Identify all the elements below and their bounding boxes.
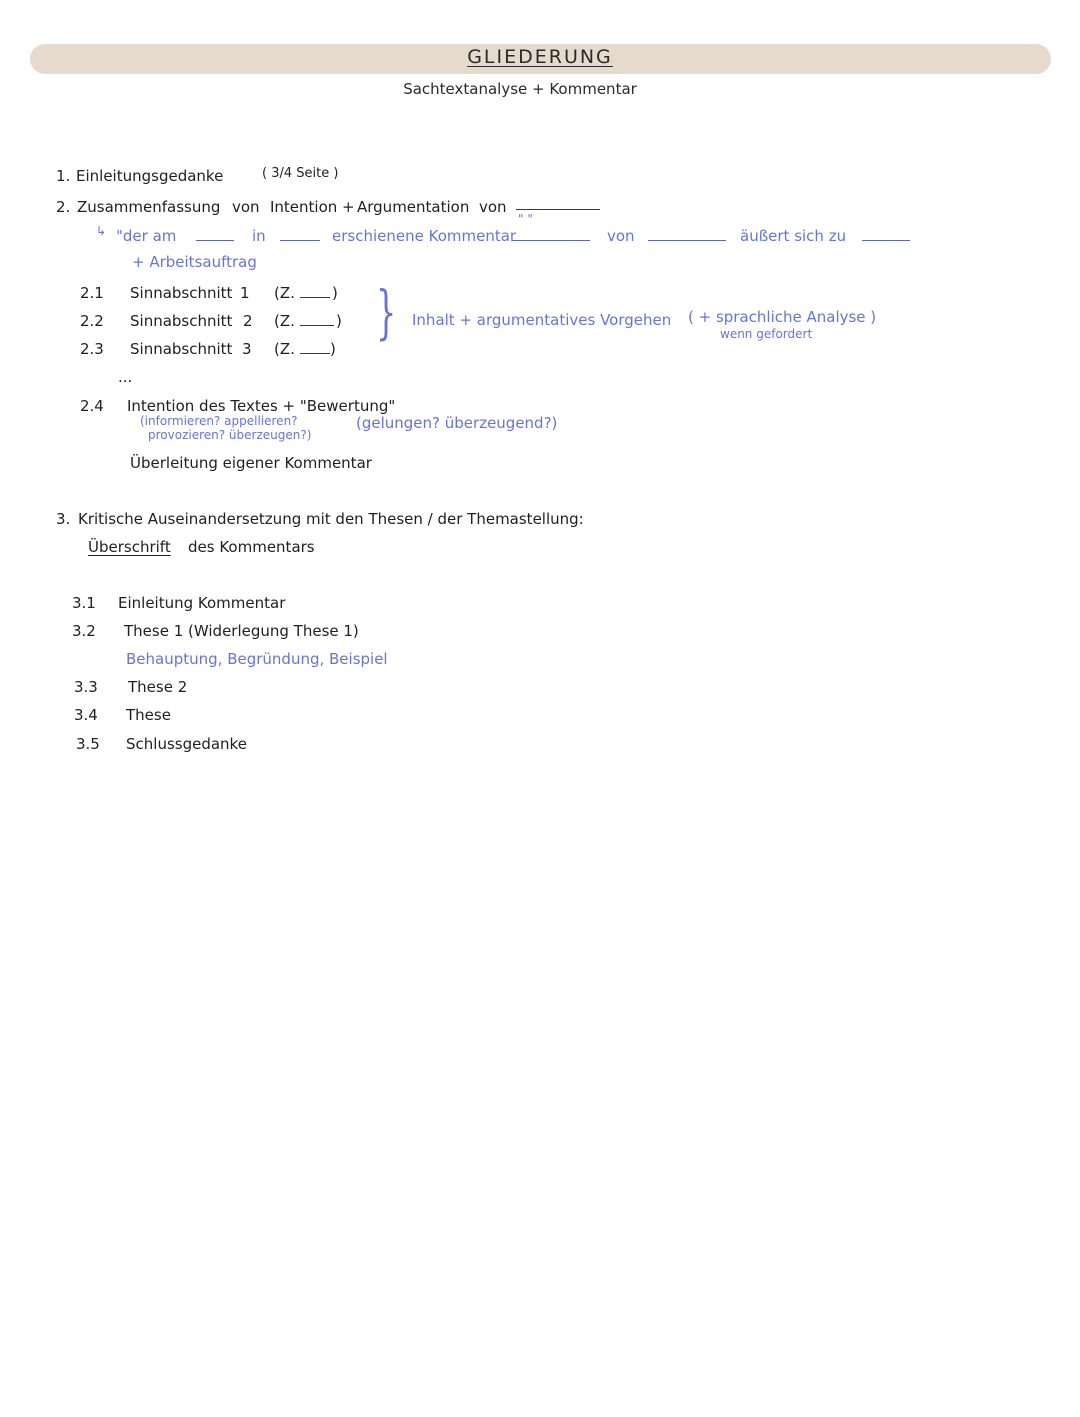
template-aeussert: äußert sich zu <box>740 227 847 245</box>
sub-3-2-label: These 1 (Widerlegung These 1) <box>124 622 359 640</box>
arrow-icon: ↳ <box>96 224 107 238</box>
template-in: in <box>252 227 266 245</box>
arbeitsauftrag: + Arbeitsauftrag <box>132 253 257 271</box>
blank-title-line <box>512 240 590 241</box>
ueberschrift: Überschrift <box>88 538 171 556</box>
sub-2-3-n: 3 <box>242 340 252 358</box>
page-title <box>0 46 1080 68</box>
template-der-am: "der am <box>116 227 177 245</box>
blank-source-line <box>280 240 320 241</box>
section2-von2: von <box>479 198 507 216</box>
ellipsis: ... <box>118 368 133 386</box>
section2-argumentation: Argumentation <box>357 198 470 216</box>
sub-3-5-number: 3.5 <box>76 735 100 753</box>
sub-2-2-label: Sinnabschnitt <box>130 312 233 330</box>
section2-intention: Intention <box>270 198 338 216</box>
sub-2-2-close: ) <box>336 312 342 330</box>
sub-2-1-label: Sinnabschnitt <box>130 284 233 302</box>
section2-number: 2. <box>56 198 71 216</box>
sub-2-4-label: Intention des Textes + "Bewertung" <box>127 397 396 415</box>
sub-2-1-blank <box>300 297 330 298</box>
sprachliche-analyse: ( + sprachliche Analyse ) <box>688 308 877 326</box>
sub-2-1-n: 1 <box>240 284 250 302</box>
blank-date-line <box>196 240 234 241</box>
blank-topic-line <box>862 240 910 241</box>
section1-number: 1. <box>56 167 71 185</box>
sub-2-2-ref: (Z. <box>274 312 295 330</box>
sub-3-1-number: 3.1 <box>72 594 96 612</box>
sub-3-3-number: 3.3 <box>74 678 98 696</box>
sub-2-3-label: Sinnabschnitt <box>130 340 233 358</box>
sub-3-4-number: 3.4 <box>74 706 98 724</box>
section3-number: 3. <box>56 510 71 528</box>
sub-2-4-hint1: (informieren? appellieren? <box>140 414 298 428</box>
sub-2-4-hint2: provozieren? überzeugen?) <box>148 428 312 442</box>
sub-2-3-number: 2.3 <box>80 340 104 358</box>
blank-author-line <box>516 209 600 210</box>
section2-plus: + <box>342 198 355 216</box>
sub-2-3-ref: (Z. <box>274 340 295 358</box>
sub-2-3-blank <box>300 353 330 354</box>
behauptung-begruendung-beispiel: Behauptung, Begründung, Beispiel <box>126 650 388 668</box>
sub-3-1-label: Einleitung Kommentar <box>118 594 286 612</box>
template-von: von <box>607 227 635 245</box>
sub-2-1-number: 2.1 <box>80 284 104 302</box>
template-quote-marks: " " <box>518 212 533 226</box>
sub-3-5-label: Schlussgedanke <box>126 735 247 753</box>
sub-2-1-ref: (Z. <box>274 284 295 302</box>
sub-2-2-number: 2.2 <box>80 312 104 330</box>
template-erschienene: erschienene Kommentar <box>332 227 517 245</box>
sub-2-4-hint3: (gelungen? überzeugend?) <box>356 414 558 432</box>
sub-3-3-label: These 2 <box>128 678 188 696</box>
section3-label: Kritische Auseinandersetzung mit den Thesen / der Themastellung: <box>78 510 584 528</box>
section1-note: ( 3/4 Seite ) <box>262 166 339 181</box>
sub-2-1-close: ) <box>332 284 338 302</box>
des-kommentars: des Kommentars <box>188 538 315 556</box>
page-subtitle: Sachtextanalyse + Kommentar <box>403 80 637 98</box>
sub-2-3-close: ) <box>330 340 336 358</box>
sub-2-2-blank <box>300 325 334 326</box>
blank-author2-line <box>648 240 726 241</box>
sub-3-4-label: These <box>126 706 171 724</box>
ueberleitung: Überleitung eigener Kommentar <box>130 454 372 472</box>
sub-2-2-n: 2 <box>243 312 253 330</box>
section2-label: Zusammenfassung <box>77 198 221 216</box>
brace-note: Inhalt + argumentatives Vorgehen <box>412 311 672 329</box>
curly-brace-icon: } <box>376 278 397 346</box>
wenn-gefordert: wenn gefordert <box>720 327 813 341</box>
section1-label: Einleitungsgedanke <box>76 167 224 185</box>
sub-2-4-number: 2.4 <box>80 397 104 415</box>
section2-von: von <box>232 198 260 216</box>
sub-3-2-number: 3.2 <box>72 622 96 640</box>
page-title-text: GLIEDERUNG <box>467 46 613 68</box>
